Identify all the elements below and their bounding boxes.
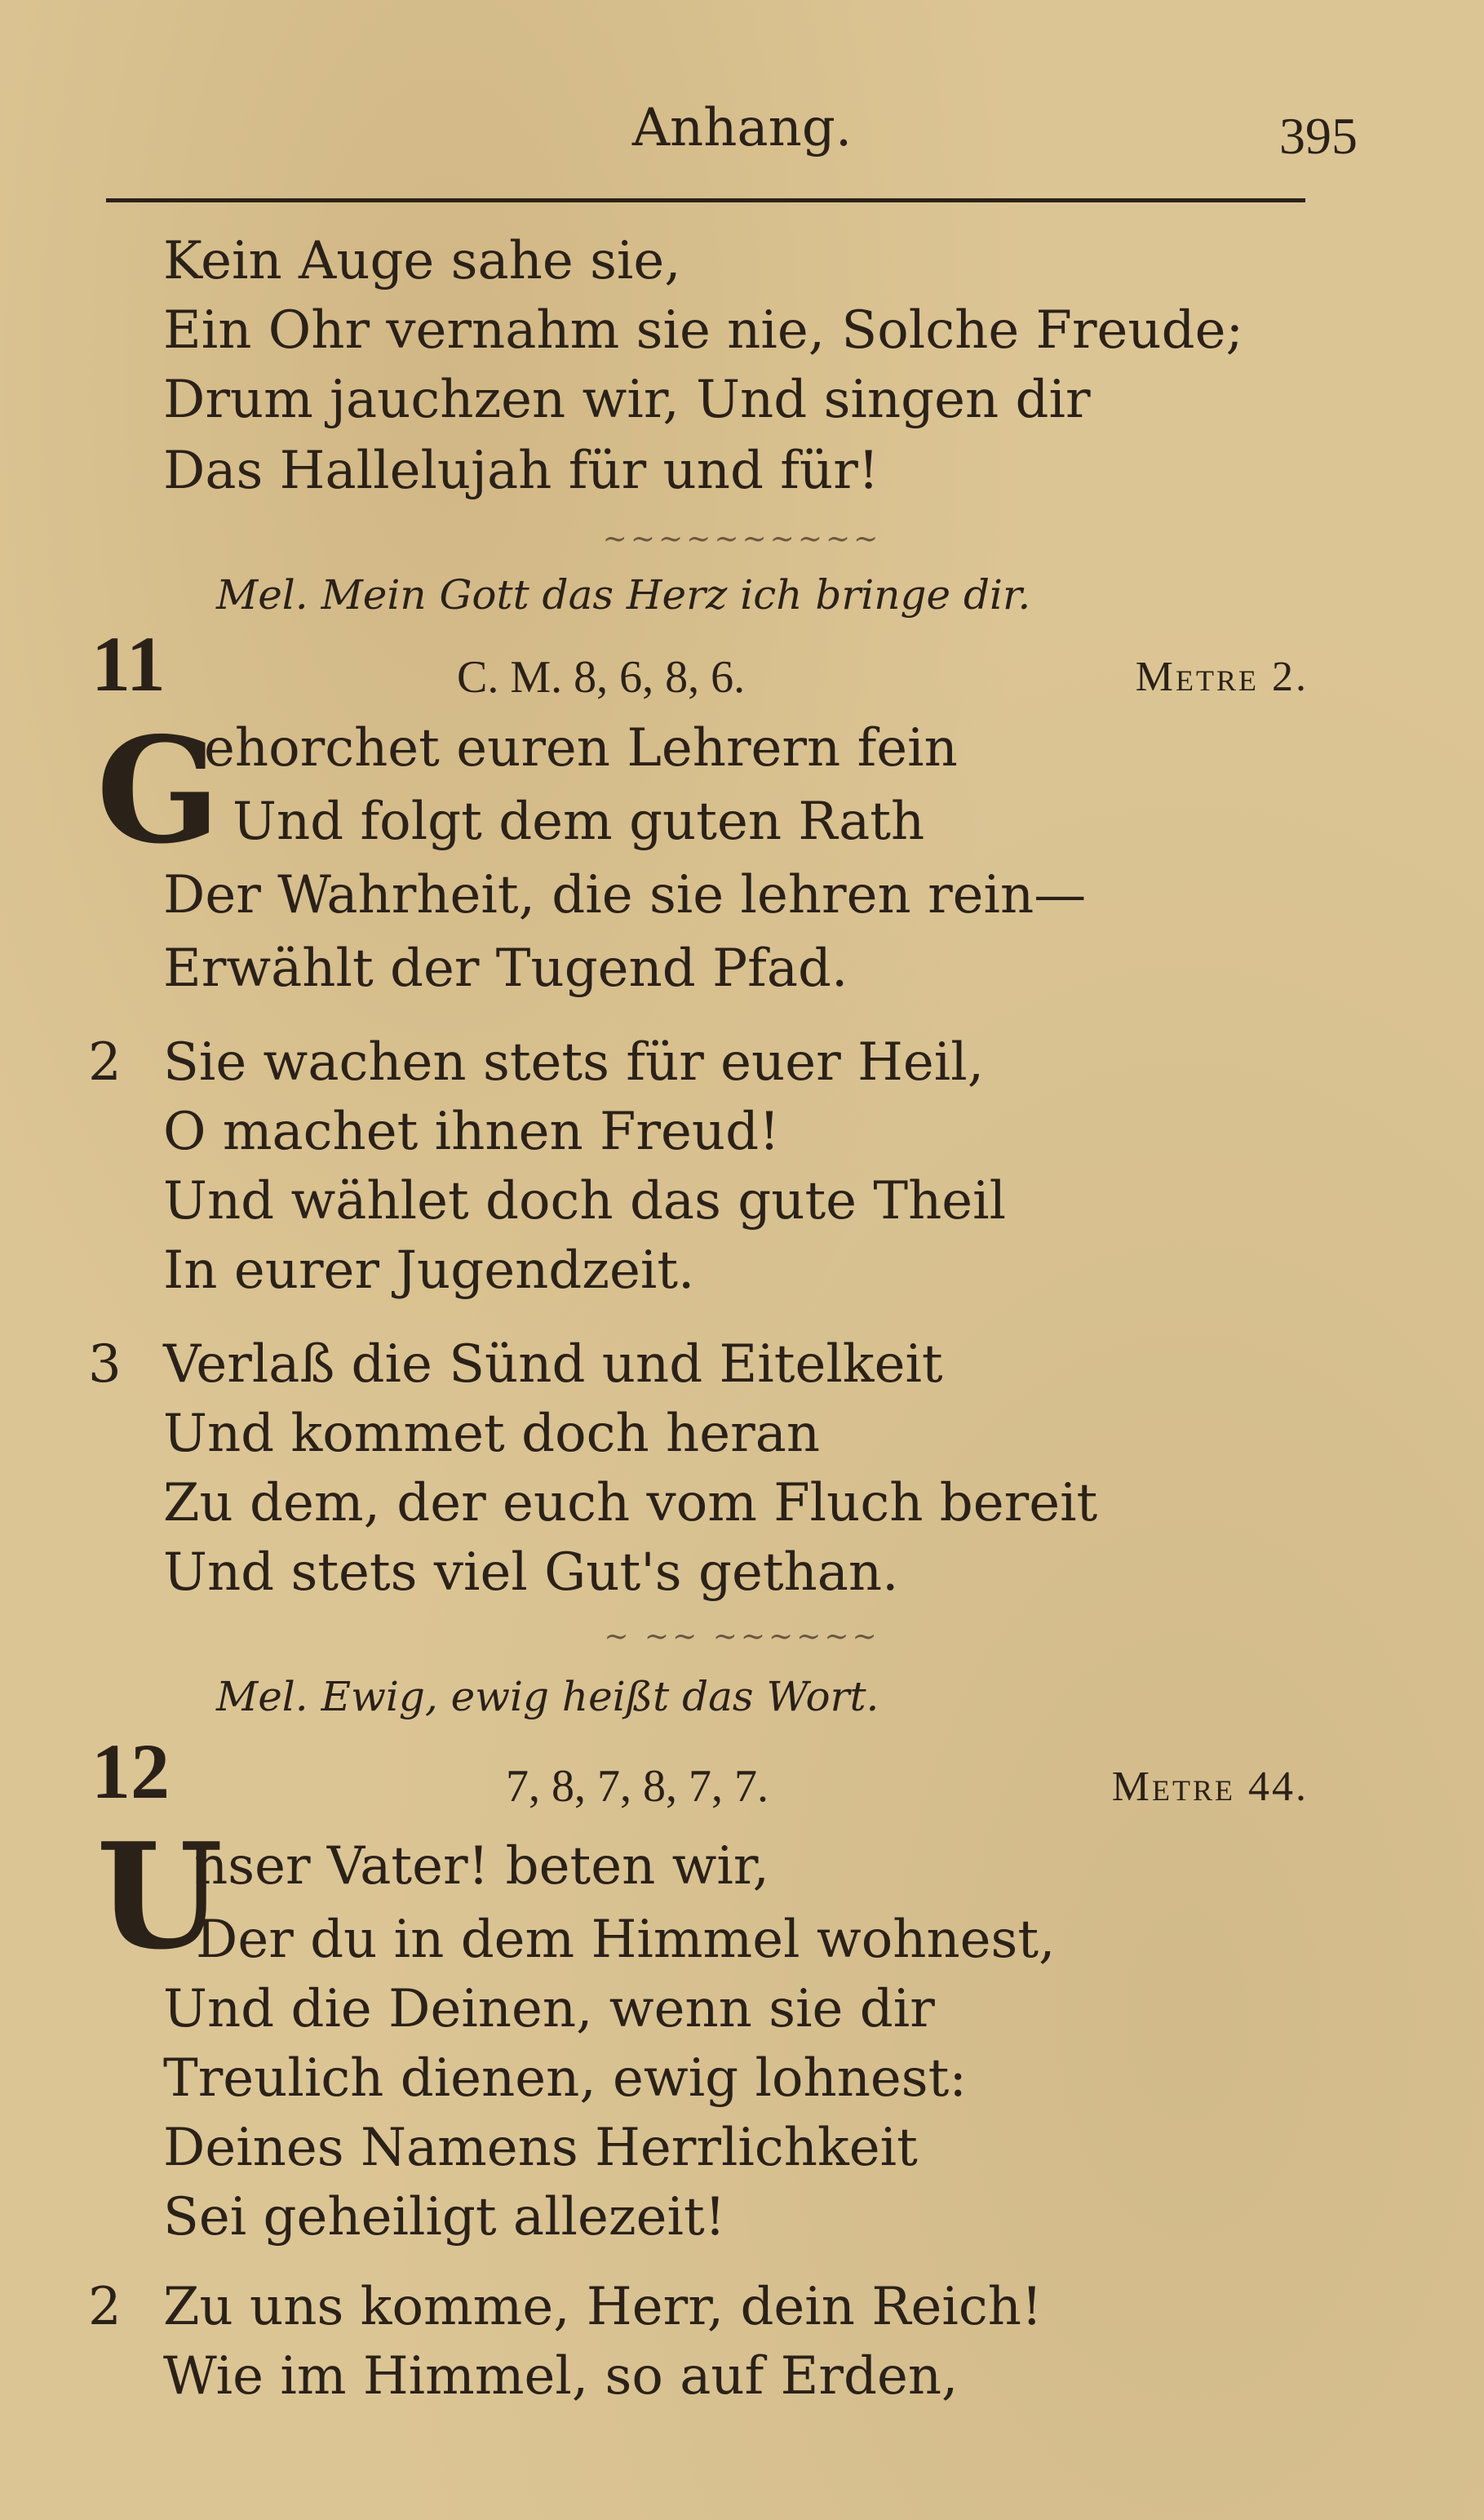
verse-line: Zu dem, der euch vom Fluch bereit [163, 1473, 1098, 1533]
verse-line: Das Hallelujah für und für! [163, 441, 879, 501]
verse-line: Verlaß die Sünd und Eitelkeit [163, 1334, 943, 1395]
drop-cap: G [96, 705, 221, 876]
verse-number: 2 [88, 1032, 122, 1093]
verse-number: 2 [88, 2277, 122, 2337]
verse-line: Und stets viel Gut's gethan. [163, 1542, 899, 1603]
metre-label: Metre 2. [1135, 654, 1309, 700]
melody-line: Mel. Mein Gott das Herz ich bringe dir. [216, 571, 1031, 619]
header-rule [106, 198, 1305, 202]
verse-line: Der du in dem Himmel wohnest, [196, 1910, 1056, 1970]
verse-line: Deines Namens Herrlichkeit [163, 2118, 918, 2178]
verse-line: Wie im Himmel, so auf Erden, [163, 2346, 959, 2407]
meter: C. M. 8, 6, 8, 6. [457, 652, 746, 703]
verse-line: Zu uns komme, Herr, dein Reich! [163, 2277, 1043, 2337]
verse-line: Drum jauchzen wir, Und singen dir [163, 370, 1091, 430]
meter: 7, 8, 7, 8, 7, 7. [506, 1761, 769, 1812]
hymn-number: 11 [91, 620, 166, 708]
verse-line: nser Vater! beten wir, [194, 1836, 769, 1897]
melody-line: Mel. Ewig, ewig heißt das Wort. [216, 1673, 879, 1720]
verse-line: Treulich dienen, ewig lohnest: [163, 2048, 967, 2109]
page-number: 395 [1279, 107, 1358, 165]
drop-cap: U [96, 1811, 224, 1981]
verse-line: Und wählet doch das gute Theil [163, 1171, 1007, 1231]
verse-number: 3 [88, 1334, 122, 1395]
verse-line: Und kommet doch heran [163, 1404, 821, 1464]
verse-line: In eurer Jugendzeit. [163, 1240, 695, 1301]
verse-line: Der Wahrheit, die sie lehren rein— [163, 865, 1087, 925]
verse-line: Kein Auge sahe sie, [163, 231, 681, 291]
verse-line: Sie wachen stets für euer Heil, [163, 1032, 985, 1093]
ornament-divider: ~ ~~ ~~~~~~ [604, 1620, 880, 1653]
hymn-number: 12 [91, 1728, 170, 1815]
verse-line: ehorchet euren Lehrern fein [204, 718, 958, 779]
verse-line: Und die Deinen, wenn sie dir [163, 1979, 935, 2039]
verse-line: Sei geheiligt allezeit! [163, 2187, 726, 2247]
verse-line: Ein Ohr vernahm sie nie, Solche Freude; [163, 300, 1244, 361]
verse-line: Und folgt dem guten Rath [233, 792, 925, 852]
running-header: Anhang. [631, 98, 853, 158]
ornament-divider: ~~~~~~~~~~ [602, 522, 882, 556]
verse-line: O machet ihnen Freud! [163, 1102, 780, 1162]
verse-line: Erwählt der Tugend Pfad. [163, 938, 848, 999]
metre-label: Metre 44. [1111, 1764, 1309, 1810]
